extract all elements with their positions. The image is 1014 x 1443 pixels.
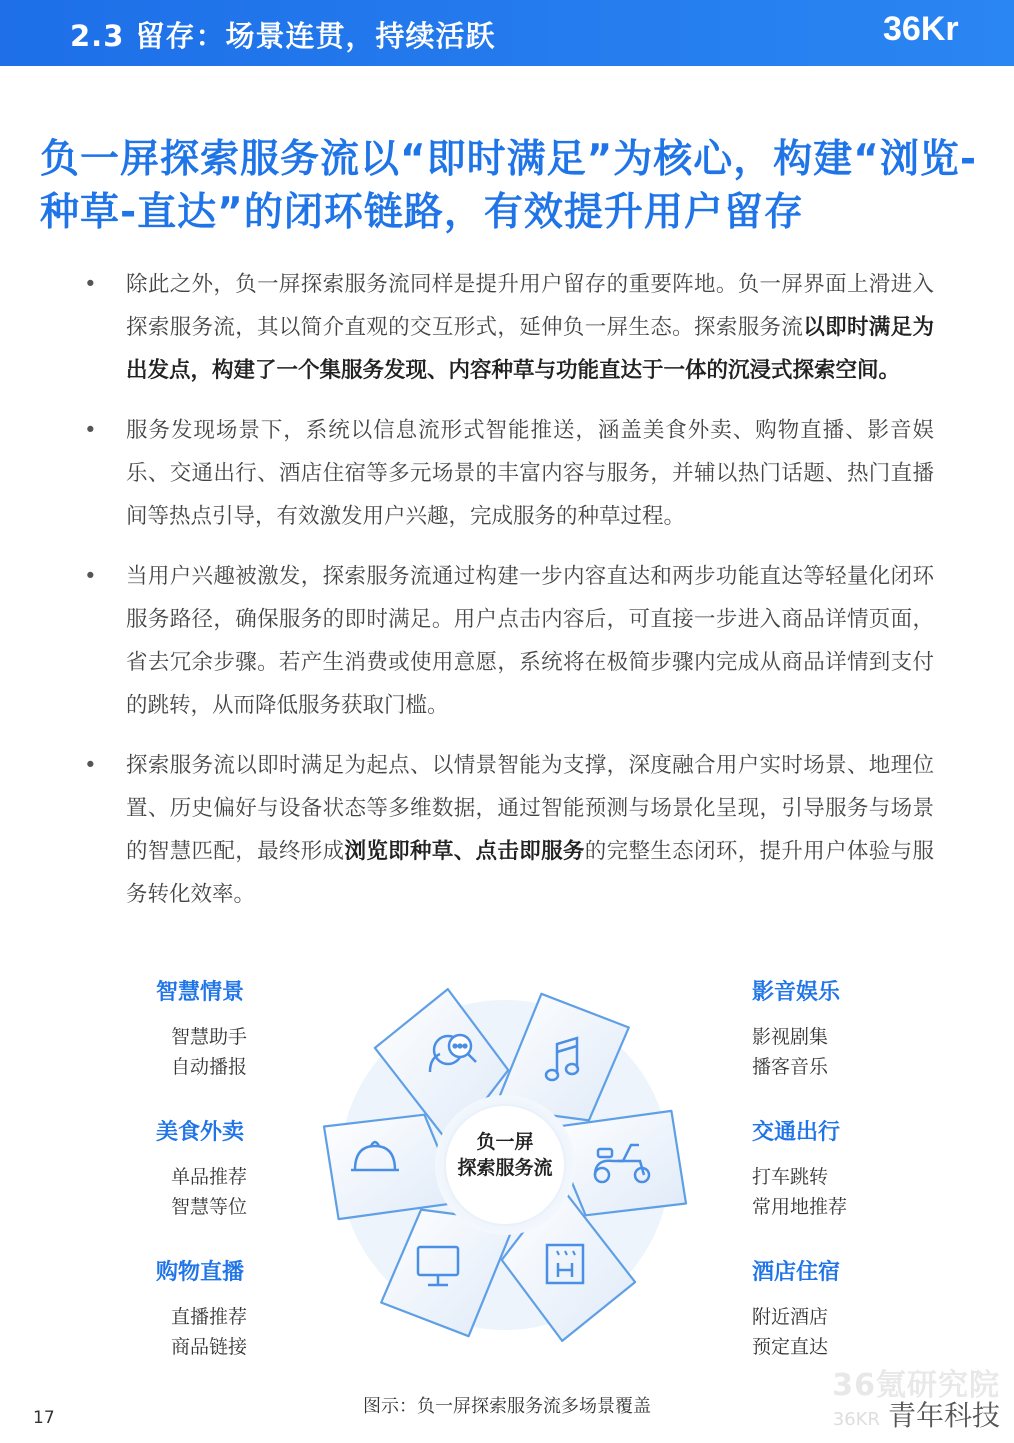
category-item: 预定直达 [752, 1336, 829, 1358]
svg-text:36Kr: 36Kr [883, 10, 959, 48]
bullet-dot-icon: • [84, 564, 97, 589]
brand-logo [879, 0, 1014, 66]
category-item: 播客音乐 [752, 1056, 829, 1078]
category-item: 打车跳转 [752, 1166, 829, 1188]
category-item: 商品链接 [171, 1336, 248, 1358]
service-flow-diagram [310, 965, 700, 1365]
category-item: 智慧等位 [171, 1196, 248, 1218]
category-item: 直播推荐 [171, 1306, 248, 1328]
category-item: 智慧助手 [171, 1026, 248, 1048]
category-item: 影视剧集 [752, 1026, 829, 1048]
bullet-dot-icon: • [84, 418, 97, 443]
category-item: 常用地推荐 [752, 1196, 848, 1218]
bullet-dot-icon: • [84, 272, 97, 297]
bullet-list [84, 263, 934, 933]
bullet-item: • 探索服务流以即时满足为起点、以情景智能为支撑，深度融合用户实时场景、地理位置、历史偏好与设备状态等多维数据，通过智能预测与场景化呈现，引导服务与场景的智慧匹配，最终形成浏览即种草、点击即服务的完整生态闭环，提升用户体验与服务转化效率。 [84, 744, 934, 916]
category-title: 酒店住宿 [752, 1260, 841, 1285]
bullet-dot-icon: • [84, 753, 97, 778]
page-number: 17 [33, 1408, 55, 1428]
bullet-item: • 当用户兴趣被激发，探索服务流通过构建一步内容直达和两步功能直达等轻量化闭环服务路径，确保服务的即时满足。用户点击内容后，可直接一步进入商品详情页面，省去冗余步骤。若产生消费或使用意愿，系统将在极简步骤内完成从商品详情到支付的跳转，从而降低服务获取门槛。 [84, 555, 934, 727]
watermark [832, 1360, 1000, 1434]
watermark-line1: 36氪研究院 [832, 1368, 1000, 1403]
figure-caption: 图示：负一屏探索服务流多场景覆盖 [363, 1396, 651, 1417]
category-item: 自动播报 [171, 1056, 248, 1078]
bullet-item: • 服务发现场景下，系统以信息流形式智能推送，涵盖美食外卖、购物直播、影音娱乐、交通出行、酒店住宿等多元场景的丰富内容与服务，并辅以热门话题、热门直播间等热点引导，有效激发用户兴趣，完成服务的种草过程。 [84, 409, 934, 538]
header-bar [0, 0, 1014, 66]
section-title: 2.3 留存：场景连贯，持续活跃 [70, 19, 496, 53]
category-title: 美食外卖 [156, 1120, 245, 1145]
page-heading: 负一屏探索服务流以“即时满足”为核心，构建“浏览-种草-直达”的闭环链路，有效提升用户留存 [40, 137, 978, 235]
category-item: 附近酒店 [752, 1306, 829, 1328]
watermark-line2: 36KR 青年科技 [832, 1399, 1000, 1432]
category-title: 智慧情景 [156, 980, 245, 1005]
center-label-2: 探索服务流 [457, 1157, 553, 1179]
center-label-1: 负一屏 [476, 1131, 534, 1153]
watermark-small: 36KR [832, 1409, 880, 1430]
bullet-item: • 除此之外，负一屏探索服务流同样是提升用户留存的重要阵地。负一屏界面上滑进入探索服务流，其以简介直观的交互形式，延伸负一屏生态。探索服务流以即时满足为出发点，构建了一个集服务发现、内容种草与功能直达于一体的沉浸式探索空间。 [84, 263, 934, 392]
category-title: 影音娱乐 [752, 980, 841, 1005]
category-title: 购物直播 [156, 1260, 245, 1285]
category-title: 交通出行 [752, 1120, 841, 1145]
category-item: 单品推荐 [171, 1166, 248, 1188]
